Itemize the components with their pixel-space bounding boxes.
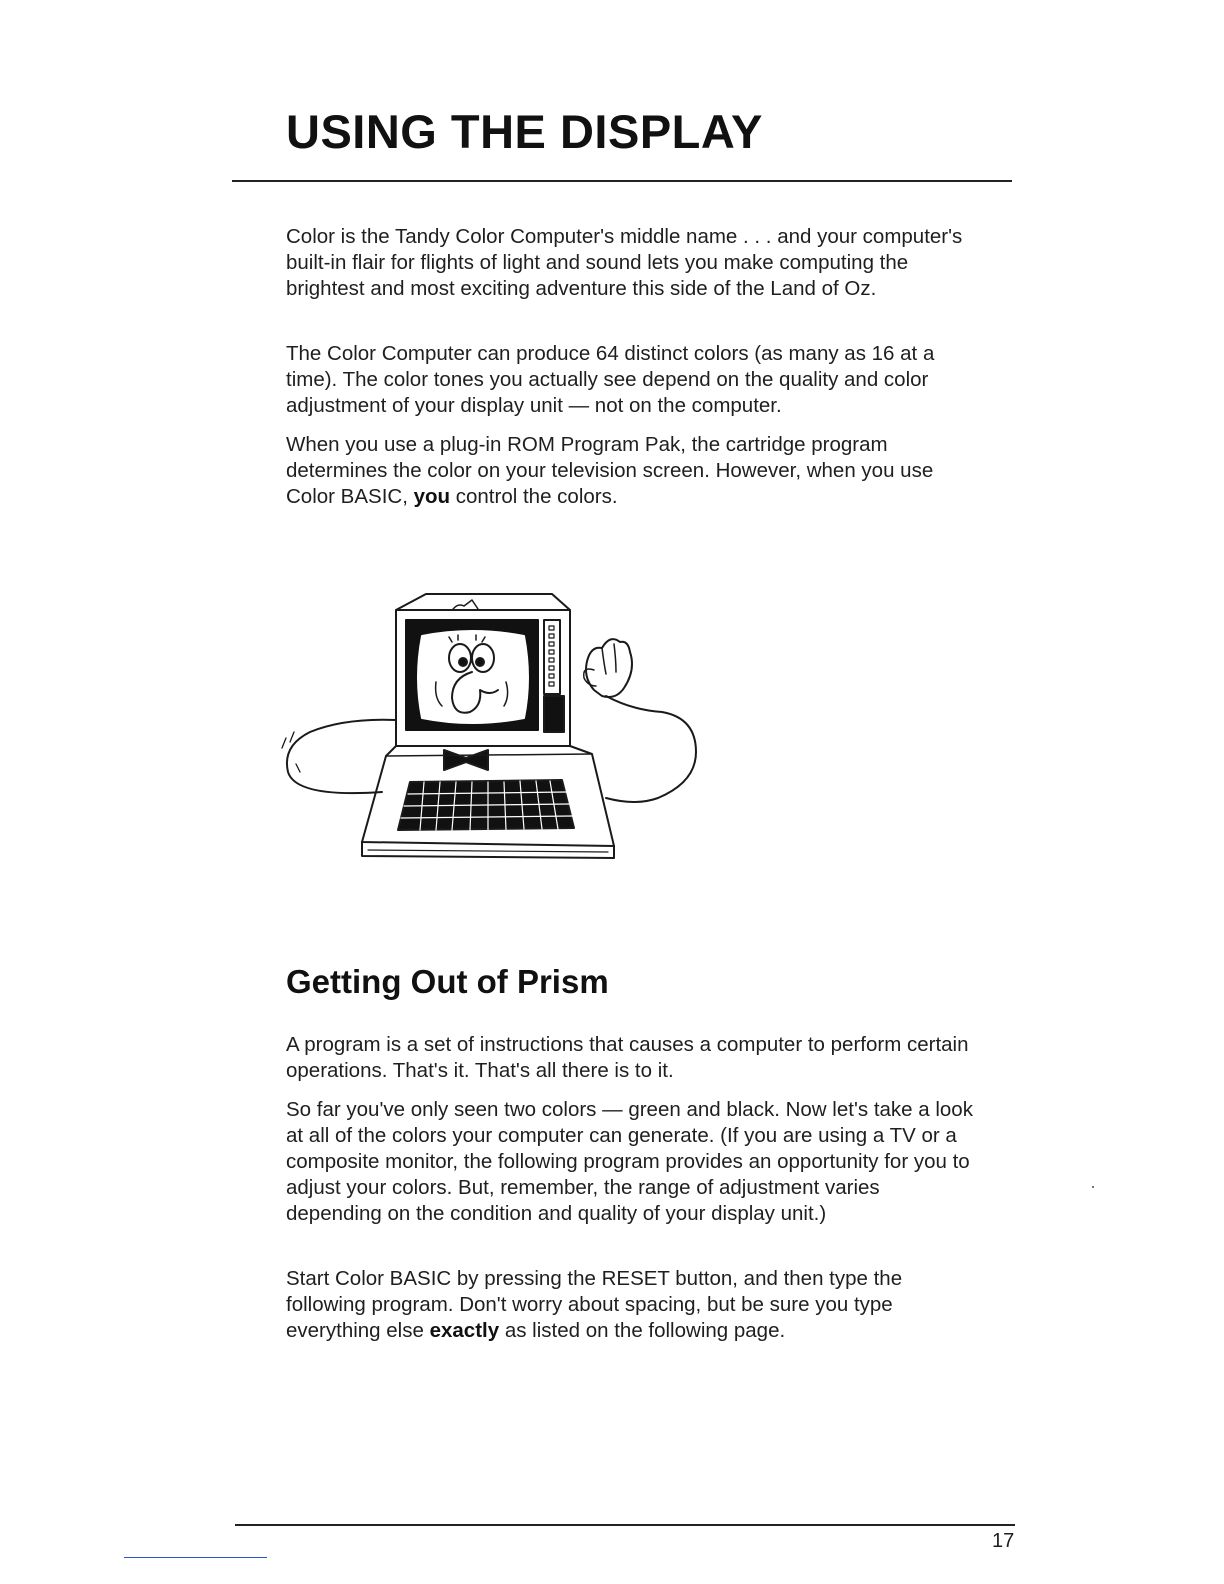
footer-divider [235, 1524, 1015, 1526]
footer-blue-line [124, 1557, 267, 1558]
section-paragraph-2: So far you've only seen two colors — green and black. Now let's take a look at all of the colors your computer can generate. (If you are using a TV or a composite monitor, the following program provides an opportunity for you to adjust your colors. But, remember, the range of adjustment varies depending on the condition and quality of your display unit.) [286, 1098, 973, 1225]
keyboard-top-edge [386, 754, 592, 756]
page-title: USING THE DISPLAY [286, 105, 763, 158]
emphasis-you: you [413, 485, 451, 508]
intro-paragraph-3 [286, 432, 976, 510]
section-paragraph-3-text-end: as listed on the following page. [499, 1319, 786, 1342]
right-pupil [476, 658, 484, 666]
left-pupil [459, 658, 467, 666]
title-divider [232, 180, 1012, 182]
intro-paragraph-1: Color is the Tandy Color Computer's middle name . . . and your computer's built-in flair for flights of light and sound lets you make computing the brightest and most exciting adventure this side of the Land of Oz. [286, 225, 963, 300]
intro-paragraph-2: The Color Computer can produce 64 distinct colors (as many as 16 at a time). The color tones you actually see depend on the quality and color adjustment of your display unit — not on the computer. [286, 342, 935, 417]
page-number: 17 [992, 1530, 1015, 1552]
motion-lines [282, 732, 300, 772]
section-heading: Getting Out of Prism [286, 963, 609, 1000]
intro-paragraph-3-text-start: When you use a plug-in ROM Program Pak, the cartridge program determines the color on your television screen. However, when you use Color BASIC, [286, 433, 934, 508]
right-arm [606, 696, 696, 802]
section-paragraph-3 [286, 1266, 976, 1344]
monitor-top-outline [396, 594, 570, 610]
bow-tie [444, 750, 488, 770]
speaker-grille [544, 696, 564, 732]
cartoon-computer-waving-icon [276, 586, 716, 866]
waving-hand [586, 639, 632, 697]
section-paragraph-3-text-start: Start Color BASIC by pressing the RESET button, and then type the following program. Don't worry about spacing, but be sure you type everything else [286, 1267, 903, 1342]
scan-speck [1092, 1186, 1094, 1188]
emphasis-exactly: exactly [429, 1319, 500, 1342]
section-paragraph-1: A program is a set of instructions that causes a computer to perform certain operations. That's it. That's all there is to it. [286, 1033, 969, 1082]
intro-paragraph-3-text-end: control the colors. [450, 485, 618, 508]
keyboard-base-line [368, 850, 608, 852]
